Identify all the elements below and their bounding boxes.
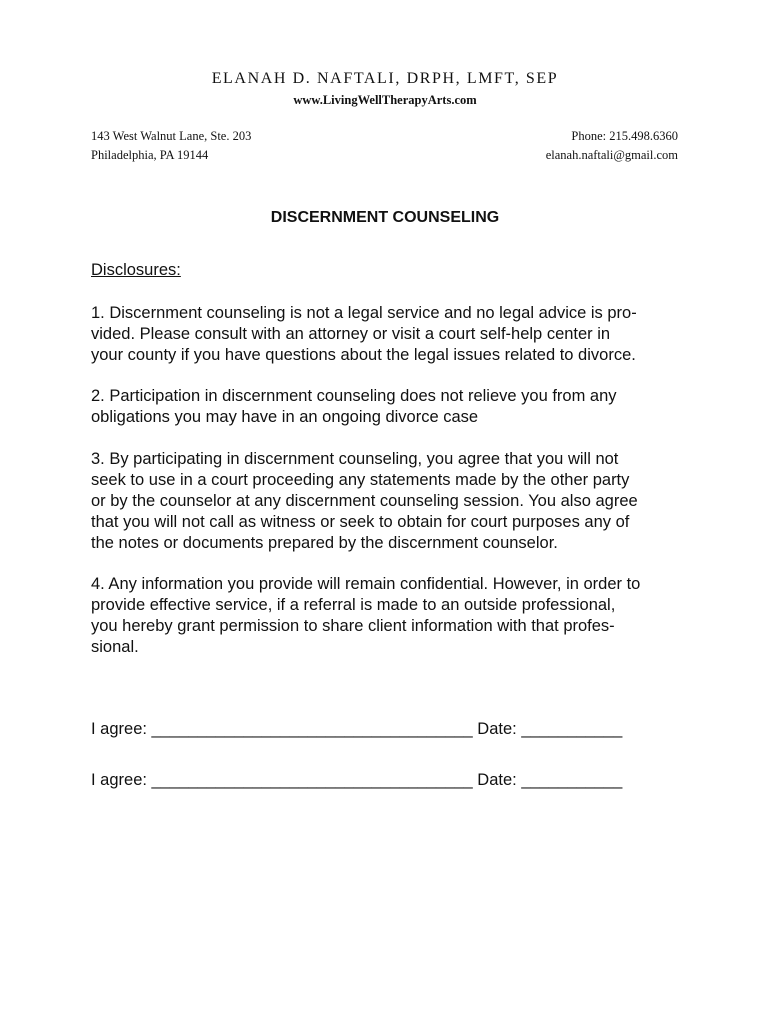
paragraph-line: obligations you may have in an ongoing divorce case — [91, 408, 479, 426]
paragraph-line: vided. Please consult with an attorney or visit a court self-help center in — [91, 325, 611, 343]
paragraph-line: sional. — [91, 638, 139, 656]
paragraph-line: 3. By participating in discernment counseling, you agree that you will not — [91, 450, 619, 468]
contact-block — [546, 127, 678, 165]
disclosure-paragraph-2 — [91, 386, 691, 428]
website-link[interactable]: www.LivingWellTherapyArts.com — [293, 93, 477, 107]
paragraph-line: 2. Participation in discernment counseling does not relieve you from any — [91, 387, 617, 405]
address-block — [91, 127, 251, 165]
address-line-1: 143 West Walnut Lane, Ste. 203 — [91, 129, 252, 143]
disclosure-paragraph-1 — [91, 303, 691, 366]
document-title: DISCERNMENT COUNSELING — [270, 209, 500, 226]
email-address[interactable]: elanah.naftali@gmail.com — [545, 148, 678, 162]
phone-number: Phone: 215.498.6360 — [571, 129, 678, 143]
paragraph-line: the notes or documents prepared by the discernment counselor. — [91, 534, 558, 552]
disclosure-paragraph-3 — [91, 449, 691, 554]
paragraph-line: seek to use in a court proceeding any statements made by the other party — [91, 471, 630, 489]
paragraph-line: or by the counselor at any discernment counseling session. You also agree — [91, 492, 638, 510]
signature-line-1[interactable]: I agree: ___________________________________ Date: ___________ — [91, 720, 623, 738]
paragraph-line: 1. Discernment counseling is not a legal service and no legal advice is pro- — [91, 304, 637, 322]
paragraph-line: your county if you have questions about the legal issues related to divorce. — [91, 346, 636, 364]
paragraph-line: you hereby grant permission to share client information with that profes- — [91, 617, 615, 635]
paragraph-line: 4. Any information you provide will remain confidential. However, in order to — [91, 575, 641, 593]
paragraph-line: that you will not call as witness or seek to obtain for court purposes any of — [91, 513, 630, 531]
address-line-2: Philadelphia, PA 19144 — [91, 148, 209, 162]
paragraph-line: provide effective service, if a referral is made to an outside professional, — [91, 596, 616, 614]
signature-line-2[interactable]: I agree: ___________________________________ Date: ___________ — [91, 771, 623, 789]
disclosures-heading: Disclosures: — [91, 261, 181, 279]
disclosure-paragraph-4 — [91, 574, 691, 658]
practitioner-name: ELANAH D. NAFTALI, DRPH, LMFT, SEP — [211, 70, 559, 87]
